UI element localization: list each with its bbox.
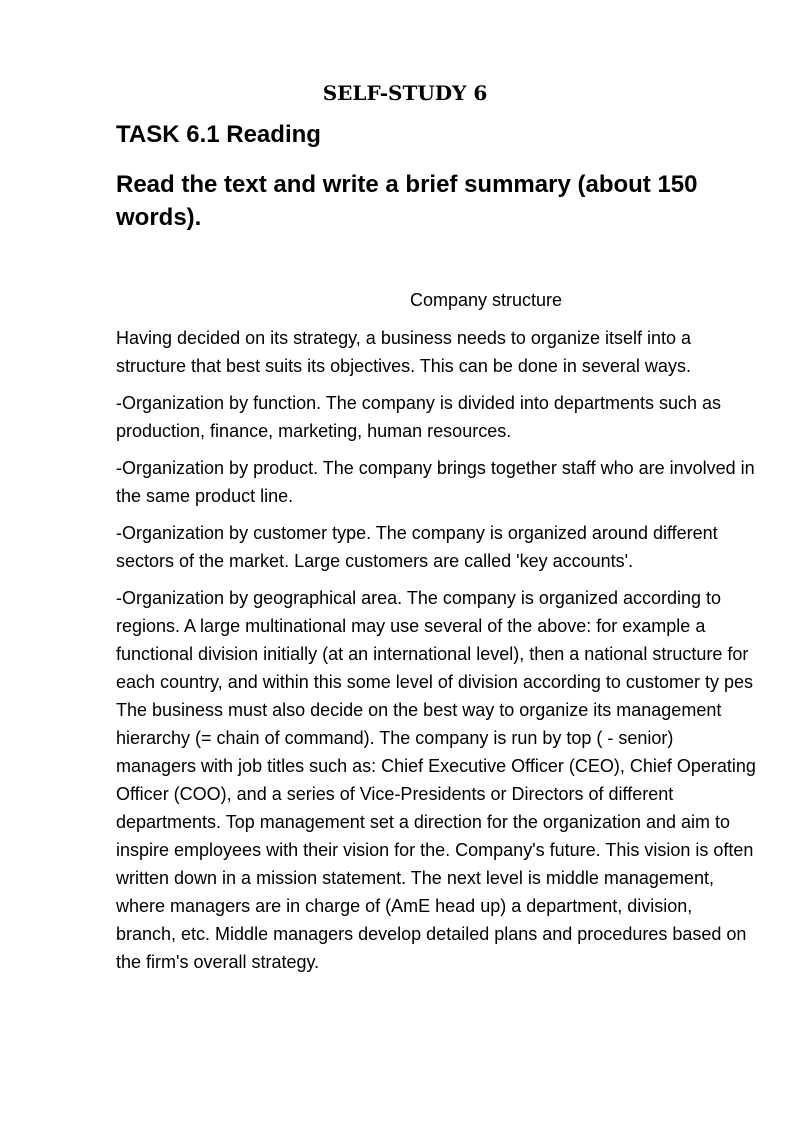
paragraph-by-product: -Organization by product. The company brings together staff who are involved in the same product line.	[116, 458, 755, 506]
document-title: SELF-STUDY 6	[322, 81, 488, 105]
task-heading: TASK 6.1 Reading	[116, 121, 321, 148]
paragraph-intro: Having decided on its strategy, a business needs to organize itself into a structure that best suits its objectives. This can be done in several ways.	[116, 328, 692, 376]
reading-text-body	[116, 324, 756, 985]
paragraph-by-function: -Organization by function. The company is divided into departments such as production, finance, marketing, human resources.	[116, 393, 721, 441]
paragraph-by-geographical-area: -Organization by geographical area. The company is organized according to regions. A large multinational may use several of the above: for example a functional division initially (at an international level), then a national structure for each country, and within this some level of division according to customer ty pes The business must also decide on the best way to organize its management hierarchy (= chain of command). The company is run by top ( - senior) managers with job titles such as: Chief Executive Officer (CEO), Chief Operating Officer (COO), and a series of Vice-Presidents or Directors of different departments. Top management set a direction for the organization and aim to inspire employees with their vision for the. Company's future. This vision is often written down in a mission statement. The next level is middle management, where managers are in charge of (AmE head up) a department, division, branch, etc. Middle managers develop detailed plans and procedures based on the firm's overall strategy.	[116, 588, 756, 972]
task-instruction: Read the text and write a brief summary (about 150 words).	[116, 171, 698, 231]
paragraph-by-customer-type: -Organization by customer type. The company is organized around different sectors of the market. Large customers are called 'key accounts'.	[116, 523, 718, 571]
reading-text-title: Company structure	[409, 290, 563, 310]
